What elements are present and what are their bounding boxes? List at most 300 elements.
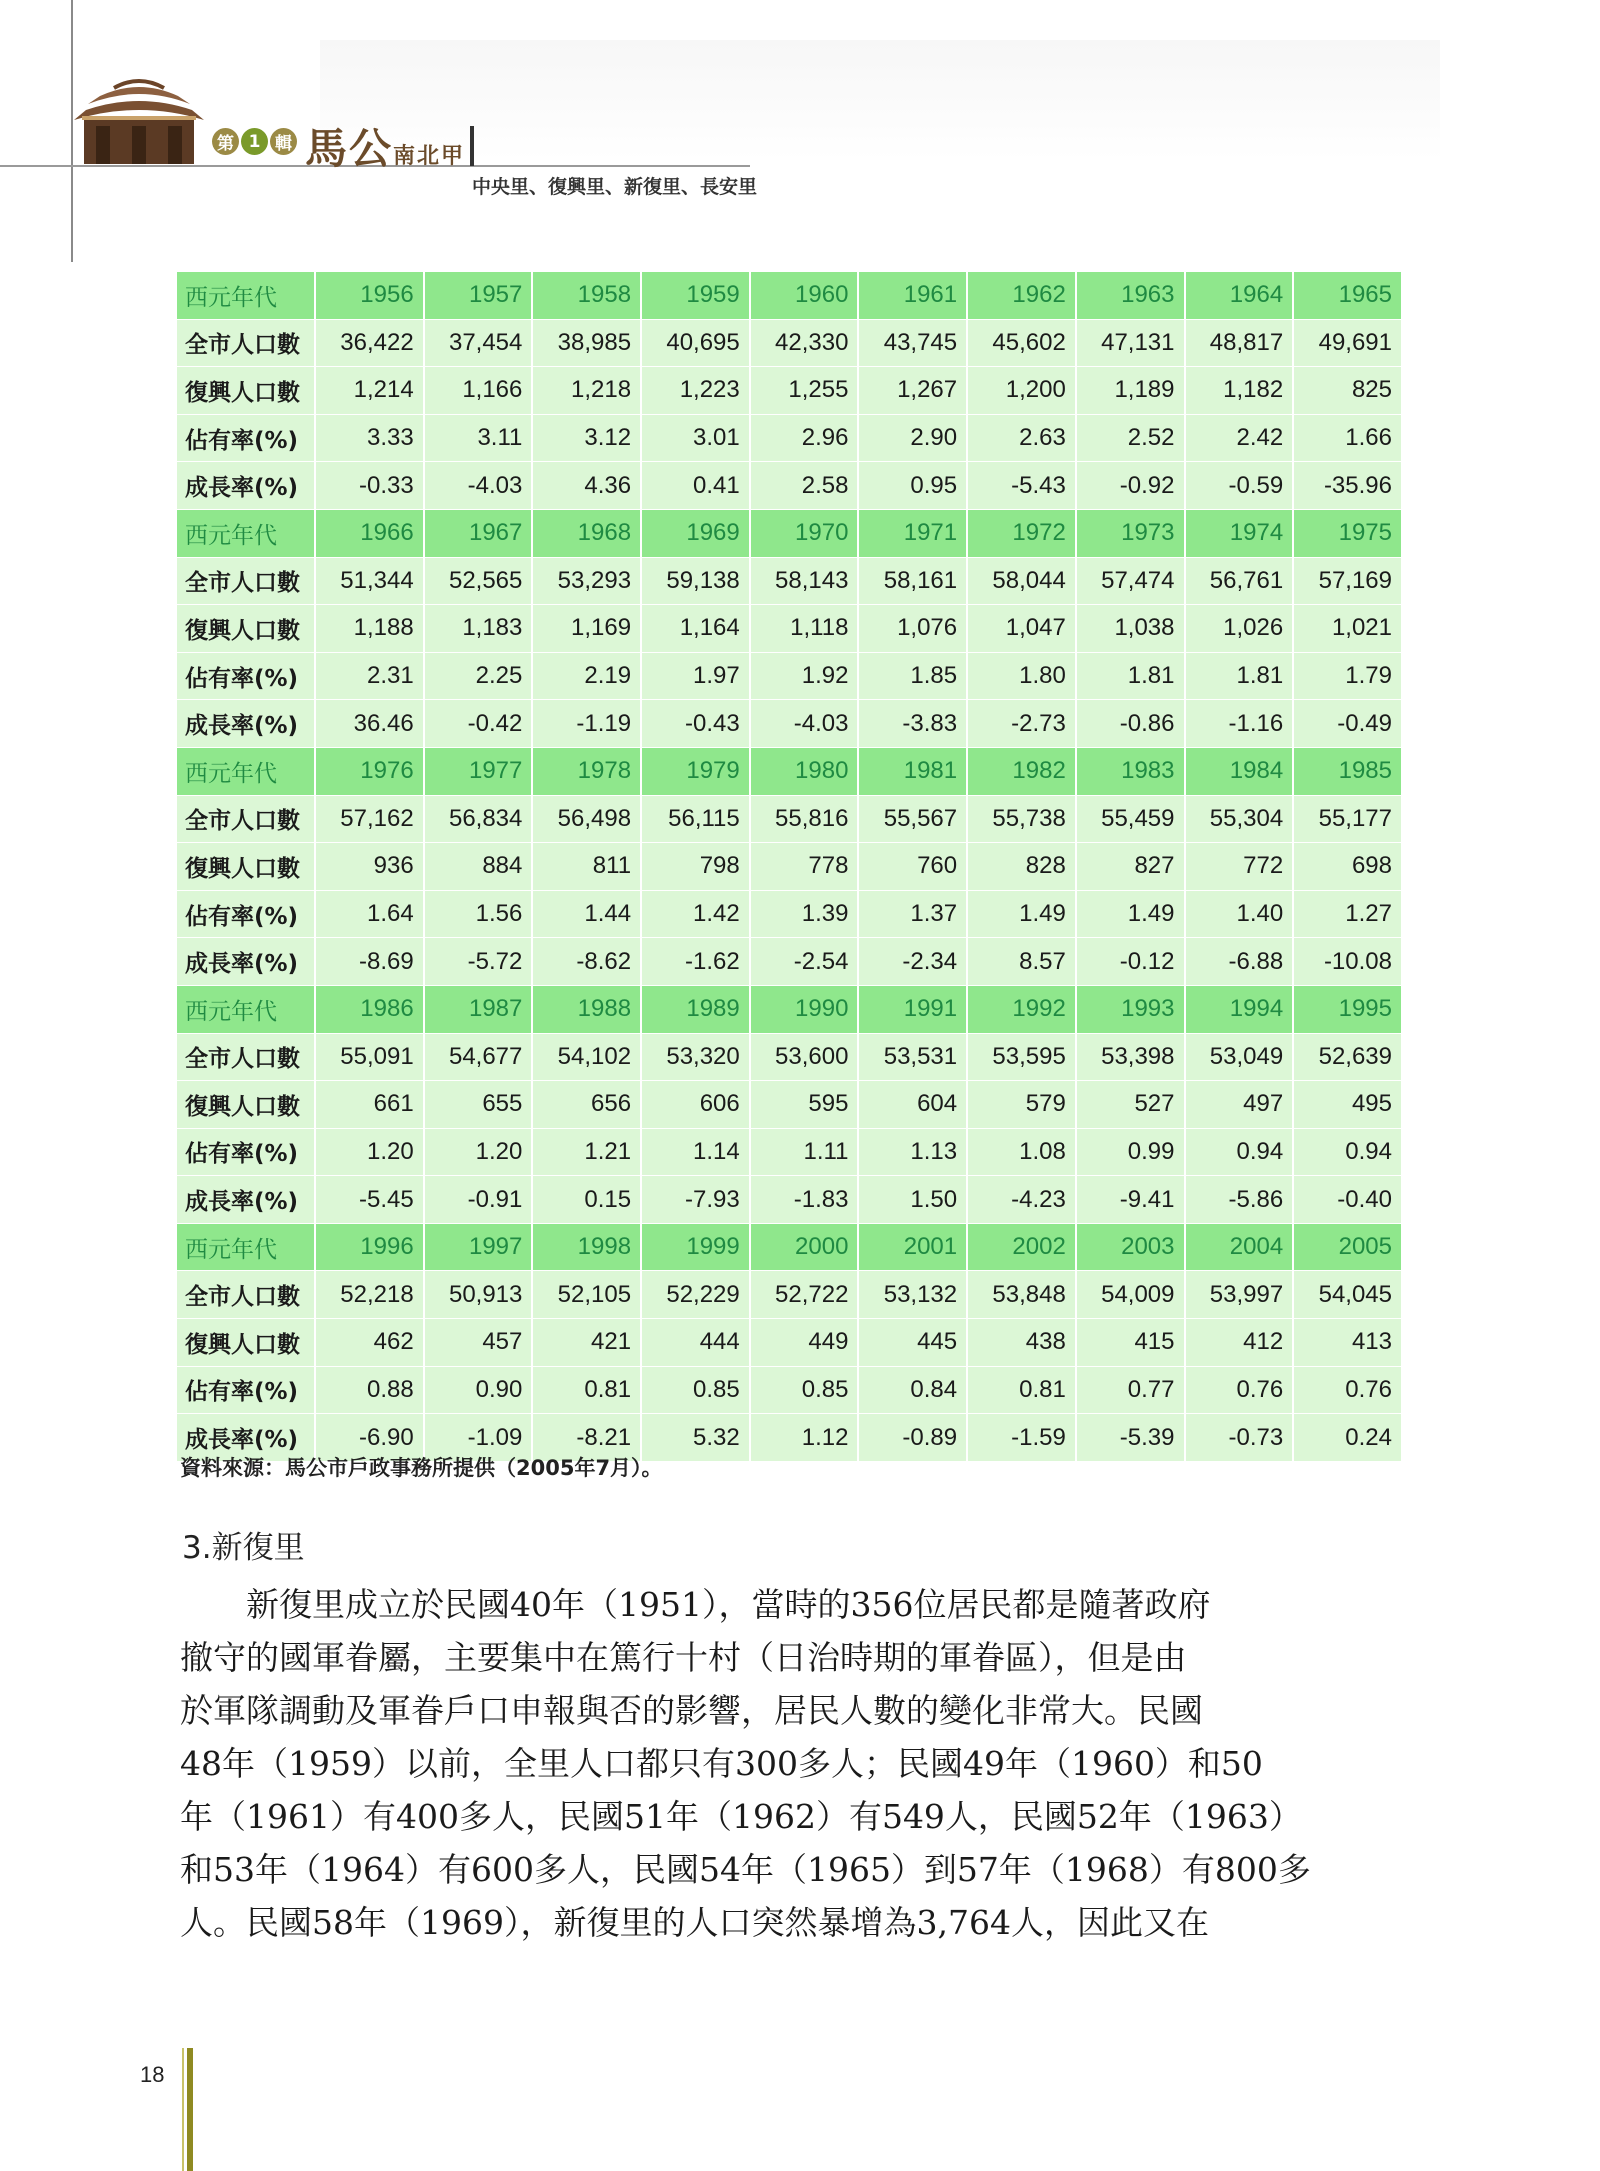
value-cell: -2.73: [967, 700, 1076, 748]
year-cell: 1984: [1185, 747, 1294, 795]
value-cell: 1.66: [1293, 414, 1402, 462]
value-cell: 798: [641, 843, 750, 891]
row-label: 全市人口數: [177, 1271, 315, 1319]
value-cell: 445: [858, 1319, 967, 1367]
value-cell: -1.62: [641, 938, 750, 986]
temple-roof-icon: [74, 70, 204, 164]
chapter-badge-char: 第: [212, 128, 239, 155]
row-label: 西元年代: [177, 509, 315, 557]
value-cell: -8.62: [532, 938, 641, 986]
value-cell: 413: [1293, 1319, 1402, 1367]
year-cell: 1991: [858, 985, 967, 1033]
value-cell: 2.52: [1076, 414, 1185, 462]
value-cell: -0.12: [1076, 938, 1185, 986]
value-cell: 1,164: [641, 605, 750, 653]
value-cell: 1,214: [315, 367, 424, 415]
data-row: [177, 652, 1402, 700]
year-cell: 1968: [532, 509, 641, 557]
value-cell: -0.43: [641, 700, 750, 748]
value-cell: 55,567: [858, 795, 967, 843]
data-row: [177, 1319, 1402, 1367]
value-cell: 2.31: [315, 652, 424, 700]
value-cell: 1,188: [315, 605, 424, 653]
value-cell: -2.34: [858, 938, 967, 986]
paragraph-line: 於軍隊調動及軍眷戶口申報與否的影響，居民人數的變化非常大。民國: [180, 1691, 1203, 1730]
year-cell: 1987: [424, 985, 533, 1033]
year-cell: 1981: [858, 747, 967, 795]
value-cell: 57,169: [1293, 557, 1402, 605]
value-cell: 37,454: [424, 319, 533, 367]
value-cell: 444: [641, 1319, 750, 1367]
value-cell: 579: [967, 1081, 1076, 1129]
value-cell: 1,267: [858, 367, 967, 415]
value-cell: 53,293: [532, 557, 641, 605]
value-cell: 0.85: [750, 1366, 859, 1414]
value-cell: 825: [1293, 367, 1402, 415]
header-background-band: [320, 40, 1440, 160]
value-cell: 36,422: [315, 319, 424, 367]
paragraph-line: 年（1961）有400多人，民國51年（1962）有549人，民國52年（1963）: [180, 1797, 1302, 1836]
data-row: [177, 1033, 1402, 1081]
page-number: 18: [140, 2062, 165, 2087]
value-cell: 1.79: [1293, 652, 1402, 700]
value-cell: -2.54: [750, 938, 859, 986]
value-cell: 53,595: [967, 1033, 1076, 1081]
value-cell: 778: [750, 843, 859, 891]
value-cell: 1.42: [641, 890, 750, 938]
value-cell: 52,105: [532, 1271, 641, 1319]
value-cell: 52,565: [424, 557, 533, 605]
value-cell: 57,162: [315, 795, 424, 843]
value-cell: 45,602: [967, 319, 1076, 367]
value-cell: -0.73: [1185, 1414, 1294, 1462]
year-cell: 1990: [750, 985, 859, 1033]
value-cell: 1,200: [967, 367, 1076, 415]
value-cell: -6.88: [1185, 938, 1294, 986]
year-cell: 1972: [967, 509, 1076, 557]
value-cell: 40,695: [641, 319, 750, 367]
value-cell: 0.76: [1185, 1366, 1294, 1414]
value-cell: 47,131: [1076, 319, 1185, 367]
value-cell: 3.33: [315, 414, 424, 462]
year-header-row: [177, 272, 1402, 319]
row-label: 復興人口數: [177, 605, 315, 653]
value-cell: 2.19: [532, 652, 641, 700]
year-cell: 1959: [641, 272, 750, 319]
value-cell: 0.94: [1293, 1128, 1402, 1176]
year-cell: 1965: [1293, 272, 1402, 319]
value-cell: 56,498: [532, 795, 641, 843]
value-cell: 53,398: [1076, 1033, 1185, 1081]
year-cell: 1982: [967, 747, 1076, 795]
value-cell: 1,169: [532, 605, 641, 653]
value-cell: 772: [1185, 843, 1294, 891]
value-cell: -5.72: [424, 938, 533, 986]
row-label: 佔有率(%): [177, 414, 315, 462]
year-cell: 1966: [315, 509, 424, 557]
value-cell: 1.20: [424, 1128, 533, 1176]
year-cell: 1958: [532, 272, 641, 319]
paragraph-line: 人。民國58年（1969），新復里的人口突然暴增為3,764人，因此又在: [180, 1903, 1209, 1942]
year-cell: 1995: [1293, 985, 1402, 1033]
value-cell: 54,102: [532, 1033, 641, 1081]
value-cell: -1.16: [1185, 700, 1294, 748]
value-cell: -1.09: [424, 1414, 533, 1462]
value-cell: 53,600: [750, 1033, 859, 1081]
data-row: [177, 462, 1402, 510]
value-cell: -3.83: [858, 700, 967, 748]
value-cell: -5.43: [967, 462, 1076, 510]
value-cell: 604: [858, 1081, 967, 1129]
year-cell: 1970: [750, 509, 859, 557]
year-cell: 1999: [641, 1223, 750, 1271]
data-row: [177, 1176, 1402, 1224]
value-cell: -8.69: [315, 938, 424, 986]
value-cell: 415: [1076, 1319, 1185, 1367]
year-cell: 1961: [858, 272, 967, 319]
value-cell: 0.81: [967, 1366, 1076, 1414]
value-cell: -0.40: [1293, 1176, 1402, 1224]
value-cell: 56,115: [641, 795, 750, 843]
year-cell: 1976: [315, 747, 424, 795]
header-vertical-rule: [71, 0, 73, 262]
value-cell: 54,009: [1076, 1271, 1185, 1319]
row-label: 全市人口數: [177, 795, 315, 843]
value-cell: 1,223: [641, 367, 750, 415]
row-label: 成長率(%): [177, 700, 315, 748]
value-cell: 412: [1185, 1319, 1294, 1367]
value-cell: -6.90: [315, 1414, 424, 1462]
value-cell: 884: [424, 843, 533, 891]
year-header-row: [177, 985, 1402, 1033]
value-cell: -1.19: [532, 700, 641, 748]
data-row: [177, 1271, 1402, 1319]
row-label: 西元年代: [177, 272, 315, 319]
value-cell: 656: [532, 1081, 641, 1129]
header-title-divider: [470, 126, 474, 166]
year-cell: 1986: [315, 985, 424, 1033]
data-row: [177, 367, 1402, 415]
value-cell: -8.21: [532, 1414, 641, 1462]
value-cell: 1.50: [858, 1176, 967, 1224]
value-cell: 0.81: [532, 1366, 641, 1414]
year-cell: 1996: [315, 1223, 424, 1271]
value-cell: 51,344: [315, 557, 424, 605]
value-cell: 52,639: [1293, 1033, 1402, 1081]
value-cell: 0.76: [1293, 1366, 1402, 1414]
value-cell: -0.92: [1076, 462, 1185, 510]
value-cell: 595: [750, 1081, 859, 1129]
value-cell: 495: [1293, 1081, 1402, 1129]
year-cell: 1960: [750, 272, 859, 319]
value-cell: 53,132: [858, 1271, 967, 1319]
value-cell: 43,745: [858, 319, 967, 367]
row-label: 成長率(%): [177, 462, 315, 510]
chapter-badge-char: 輯: [270, 128, 297, 155]
value-cell: 0.95: [858, 462, 967, 510]
value-cell: 3.11: [424, 414, 533, 462]
value-cell: 59,138: [641, 557, 750, 605]
year-header-row: [177, 1223, 1402, 1271]
value-cell: 828: [967, 843, 1076, 891]
row-label: 西元年代: [177, 747, 315, 795]
data-row: [177, 1128, 1402, 1176]
value-cell: 38,985: [532, 319, 641, 367]
value-cell: 497: [1185, 1081, 1294, 1129]
value-cell: 2.58: [750, 462, 859, 510]
year-cell: 1978: [532, 747, 641, 795]
row-label: 佔有率(%): [177, 652, 315, 700]
year-cell: 1983: [1076, 747, 1185, 795]
year-header-row: [177, 747, 1402, 795]
value-cell: 0.94: [1185, 1128, 1294, 1176]
paragraph-line: 和53年（1964）有600多人，民國54年（1965）到57年（1968）有800多: [180, 1850, 1311, 1889]
value-cell: -4.03: [424, 462, 533, 510]
value-cell: 1.81: [1076, 652, 1185, 700]
year-cell: 1980: [750, 747, 859, 795]
value-cell: 1.85: [858, 652, 967, 700]
year-cell: 1989: [641, 985, 750, 1033]
value-cell: 438: [967, 1319, 1076, 1367]
value-cell: 1.64: [315, 890, 424, 938]
value-cell: -0.59: [1185, 462, 1294, 510]
year-header-row: [177, 509, 1402, 557]
footer-accent-bar: [187, 2048, 193, 2171]
year-cell: 1998: [532, 1223, 641, 1271]
row-label: 復興人口數: [177, 1319, 315, 1367]
value-cell: 53,848: [967, 1271, 1076, 1319]
row-label: 復興人口數: [177, 1081, 315, 1129]
value-cell: 1,255: [750, 367, 859, 415]
value-cell: 1,076: [858, 605, 967, 653]
body-paragraph: [180, 1578, 1420, 1949]
value-cell: 2.42: [1185, 414, 1294, 462]
value-cell: 1.44: [532, 890, 641, 938]
value-cell: 3.01: [641, 414, 750, 462]
chapter-badge: [212, 128, 297, 155]
row-label: 復興人口數: [177, 367, 315, 415]
year-cell: 2004: [1185, 1223, 1294, 1271]
value-cell: 0.84: [858, 1366, 967, 1414]
paragraph-line: 撤守的國軍眷屬，主要集中在篤行十村（日治時期的軍眷區），但是由: [180, 1638, 1187, 1677]
value-cell: 1.49: [1076, 890, 1185, 938]
year-cell: 1985: [1293, 747, 1402, 795]
value-cell: 3.12: [532, 414, 641, 462]
year-cell: 1963: [1076, 272, 1185, 319]
value-cell: 36.46: [315, 700, 424, 748]
value-cell: 48,817: [1185, 319, 1294, 367]
value-cell: 2.96: [750, 414, 859, 462]
value-cell: 57,474: [1076, 557, 1185, 605]
value-cell: 0.77: [1076, 1366, 1185, 1414]
year-cell: 2003: [1076, 1223, 1185, 1271]
year-cell: 1973: [1076, 509, 1185, 557]
value-cell: -0.33: [315, 462, 424, 510]
value-cell: 0.41: [641, 462, 750, 510]
data-row: [177, 319, 1402, 367]
value-cell: 827: [1076, 843, 1185, 891]
value-cell: 2.25: [424, 652, 533, 700]
data-row: [177, 414, 1402, 462]
value-cell: 0.24: [1293, 1414, 1402, 1462]
population-table-body: [177, 272, 1402, 1461]
row-label: 西元年代: [177, 1223, 315, 1271]
value-cell: 457: [424, 1319, 533, 1367]
value-cell: 449: [750, 1319, 859, 1367]
value-cell: 1.13: [858, 1128, 967, 1176]
value-cell: 1.27: [1293, 890, 1402, 938]
year-cell: 1969: [641, 509, 750, 557]
population-table: [177, 272, 1403, 1462]
value-cell: 1.56: [424, 890, 533, 938]
value-cell: 52,218: [315, 1271, 424, 1319]
value-cell: 1,189: [1076, 367, 1185, 415]
value-cell: 2.90: [858, 414, 967, 462]
value-cell: -0.89: [858, 1414, 967, 1462]
data-row: [177, 700, 1402, 748]
year-cell: 2002: [967, 1223, 1076, 1271]
row-label: 全市人口數: [177, 319, 315, 367]
row-label: 西元年代: [177, 985, 315, 1033]
value-cell: -5.86: [1185, 1176, 1294, 1224]
value-cell: 1,118: [750, 605, 859, 653]
value-cell: -0.49: [1293, 700, 1402, 748]
row-label: 佔有率(%): [177, 1128, 315, 1176]
value-cell: 52,229: [641, 1271, 750, 1319]
value-cell: -0.42: [424, 700, 533, 748]
value-cell: 1,047: [967, 605, 1076, 653]
row-label: 復興人口數: [177, 843, 315, 891]
value-cell: 527: [1076, 1081, 1185, 1129]
value-cell: -9.41: [1076, 1176, 1185, 1224]
year-cell: 1979: [641, 747, 750, 795]
value-cell: 421: [532, 1319, 641, 1367]
chapter-subtitle: 中央里、復興里、新復里、長安里: [472, 176, 758, 198]
value-cell: 55,816: [750, 795, 859, 843]
year-cell: 1988: [532, 985, 641, 1033]
value-cell: 53,531: [858, 1033, 967, 1081]
value-cell: 1,021: [1293, 605, 1402, 653]
chapter-title: [305, 116, 465, 176]
value-cell: 1,218: [532, 367, 641, 415]
value-cell: 50,913: [424, 1271, 533, 1319]
value-cell: 1.39: [750, 890, 859, 938]
row-label: 佔有率(%): [177, 1366, 315, 1414]
data-row: [177, 938, 1402, 986]
value-cell: 0.90: [424, 1366, 533, 1414]
value-cell: 1,182: [1185, 367, 1294, 415]
year-cell: 1992: [967, 985, 1076, 1033]
value-cell: -0.91: [424, 1176, 533, 1224]
value-cell: 2.63: [967, 414, 1076, 462]
value-cell: 1.40: [1185, 890, 1294, 938]
value-cell: 0.85: [641, 1366, 750, 1414]
value-cell: 1.14: [641, 1128, 750, 1176]
year-cell: 1975: [1293, 509, 1402, 557]
value-cell: -1.83: [750, 1176, 859, 1224]
data-row: [177, 1081, 1402, 1129]
value-cell: 1.97: [641, 652, 750, 700]
value-cell: 4.36: [532, 462, 641, 510]
value-cell: 5.32: [641, 1414, 750, 1462]
value-cell: 55,459: [1076, 795, 1185, 843]
value-cell: 1.80: [967, 652, 1076, 700]
year-cell: 2005: [1293, 1223, 1402, 1271]
value-cell: 1.12: [750, 1414, 859, 1462]
row-label: 成長率(%): [177, 938, 315, 986]
value-cell: 58,143: [750, 557, 859, 605]
year-cell: 1994: [1185, 985, 1294, 1033]
year-cell: 1971: [858, 509, 967, 557]
value-cell: 53,049: [1185, 1033, 1294, 1081]
row-label: 佔有率(%): [177, 890, 315, 938]
value-cell: 0.88: [315, 1366, 424, 1414]
value-cell: 698: [1293, 843, 1402, 891]
value-cell: 56,761: [1185, 557, 1294, 605]
value-cell: 53,997: [1185, 1271, 1294, 1319]
row-label: 全市人口數: [177, 557, 315, 605]
value-cell: 54,677: [424, 1033, 533, 1081]
chapter-title-main: 馬公: [305, 124, 394, 173]
value-cell: -7.93: [641, 1176, 750, 1224]
data-row: [177, 1366, 1402, 1414]
value-cell: 1.20: [315, 1128, 424, 1176]
footer-accent-line: [182, 2048, 184, 2171]
value-cell: 606: [641, 1081, 750, 1129]
chapter-title-small: 南北甲: [393, 143, 466, 169]
value-cell: 1.11: [750, 1128, 859, 1176]
row-label: 成長率(%): [177, 1414, 315, 1462]
value-cell: 1.21: [532, 1128, 641, 1176]
data-row: [177, 795, 1402, 843]
value-cell: -1.59: [967, 1414, 1076, 1462]
value-cell: 1,038: [1076, 605, 1185, 653]
value-cell: -5.39: [1076, 1414, 1185, 1462]
value-cell: -0.86: [1076, 700, 1185, 748]
value-cell: 55,304: [1185, 795, 1294, 843]
value-cell: 1,026: [1185, 605, 1294, 653]
value-cell: 42,330: [750, 319, 859, 367]
data-row: [177, 557, 1402, 605]
year-cell: 1993: [1076, 985, 1185, 1033]
value-cell: 55,738: [967, 795, 1076, 843]
value-cell: 49,691: [1293, 319, 1402, 367]
value-cell: 462: [315, 1319, 424, 1367]
value-cell: -5.45: [315, 1176, 424, 1224]
value-cell: 56,834: [424, 795, 533, 843]
value-cell: -10.08: [1293, 938, 1402, 986]
value-cell: -4.23: [967, 1176, 1076, 1224]
value-cell: 936: [315, 843, 424, 891]
value-cell: 1,166: [424, 367, 533, 415]
value-cell: 58,161: [858, 557, 967, 605]
table-source-note: 資料來源：馬公市戶政事務所提供（2005年7月）。: [180, 1456, 663, 1480]
data-row: [177, 843, 1402, 891]
data-row: [177, 605, 1402, 653]
value-cell: 1.08: [967, 1128, 1076, 1176]
value-cell: 55,091: [315, 1033, 424, 1081]
value-cell: 760: [858, 843, 967, 891]
value-cell: -4.03: [750, 700, 859, 748]
value-cell: 1.49: [967, 890, 1076, 938]
year-cell: 2001: [858, 1223, 967, 1271]
year-cell: 1967: [424, 509, 533, 557]
value-cell: 661: [315, 1081, 424, 1129]
value-cell: -35.96: [1293, 462, 1402, 510]
value-cell: 54,045: [1293, 1271, 1402, 1319]
value-cell: 1.81: [1185, 652, 1294, 700]
row-label: 全市人口數: [177, 1033, 315, 1081]
